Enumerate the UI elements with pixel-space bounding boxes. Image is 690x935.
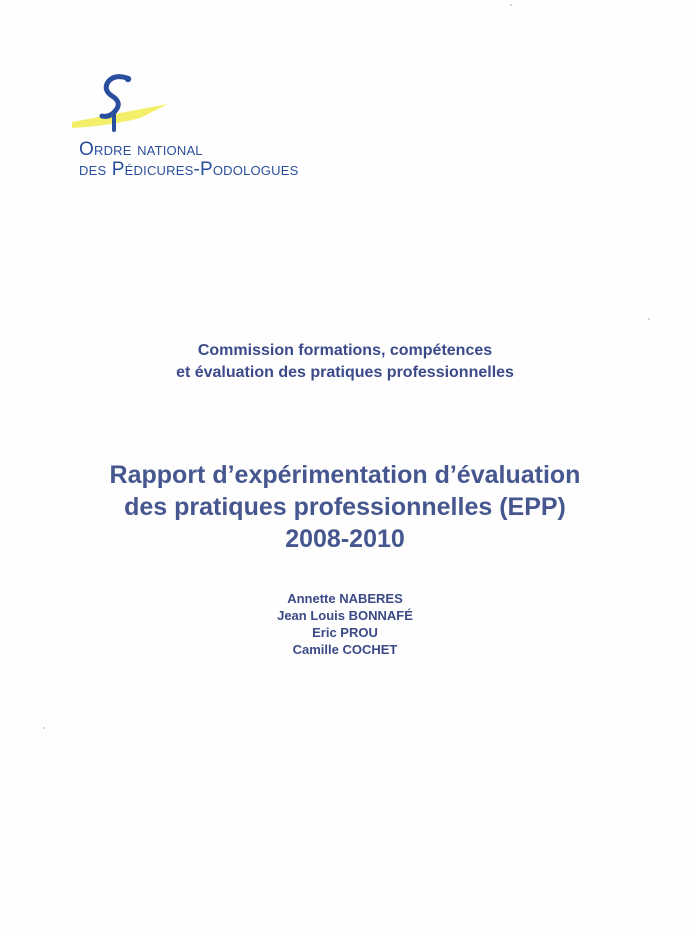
ordre-logo-icon <box>70 72 170 134</box>
organization-name-line-2: des Pédicures-Podologues <box>79 159 299 180</box>
author-name: Camille COCHET <box>292 642 398 657</box>
report-title <box>0 459 690 555</box>
author-list <box>0 590 690 658</box>
report-title-line-2: des pratiques professionnelles (EPP) <box>124 493 566 521</box>
report-years: 2008-2010 <box>285 525 405 553</box>
organization-name-line-1: Ordre national <box>79 139 203 160</box>
organization-name <box>79 140 298 180</box>
commission-line-2: et évaluation des pratiques professionnelles <box>176 364 514 381</box>
report-title-line-1: Rapport d’expérimentation d’évaluation <box>109 461 581 489</box>
scan-speck <box>43 727 45 729</box>
author-name: Jean Louis BONNAFÉ <box>277 608 413 623</box>
commission-line-1: Commission formations, compétences <box>197 342 493 359</box>
scan-speck <box>510 4 512 6</box>
commission-heading <box>0 340 690 384</box>
author-name: Eric PROU <box>312 625 378 640</box>
author-name: Annette NABERES <box>287 591 403 606</box>
scan-speck <box>648 318 650 320</box>
